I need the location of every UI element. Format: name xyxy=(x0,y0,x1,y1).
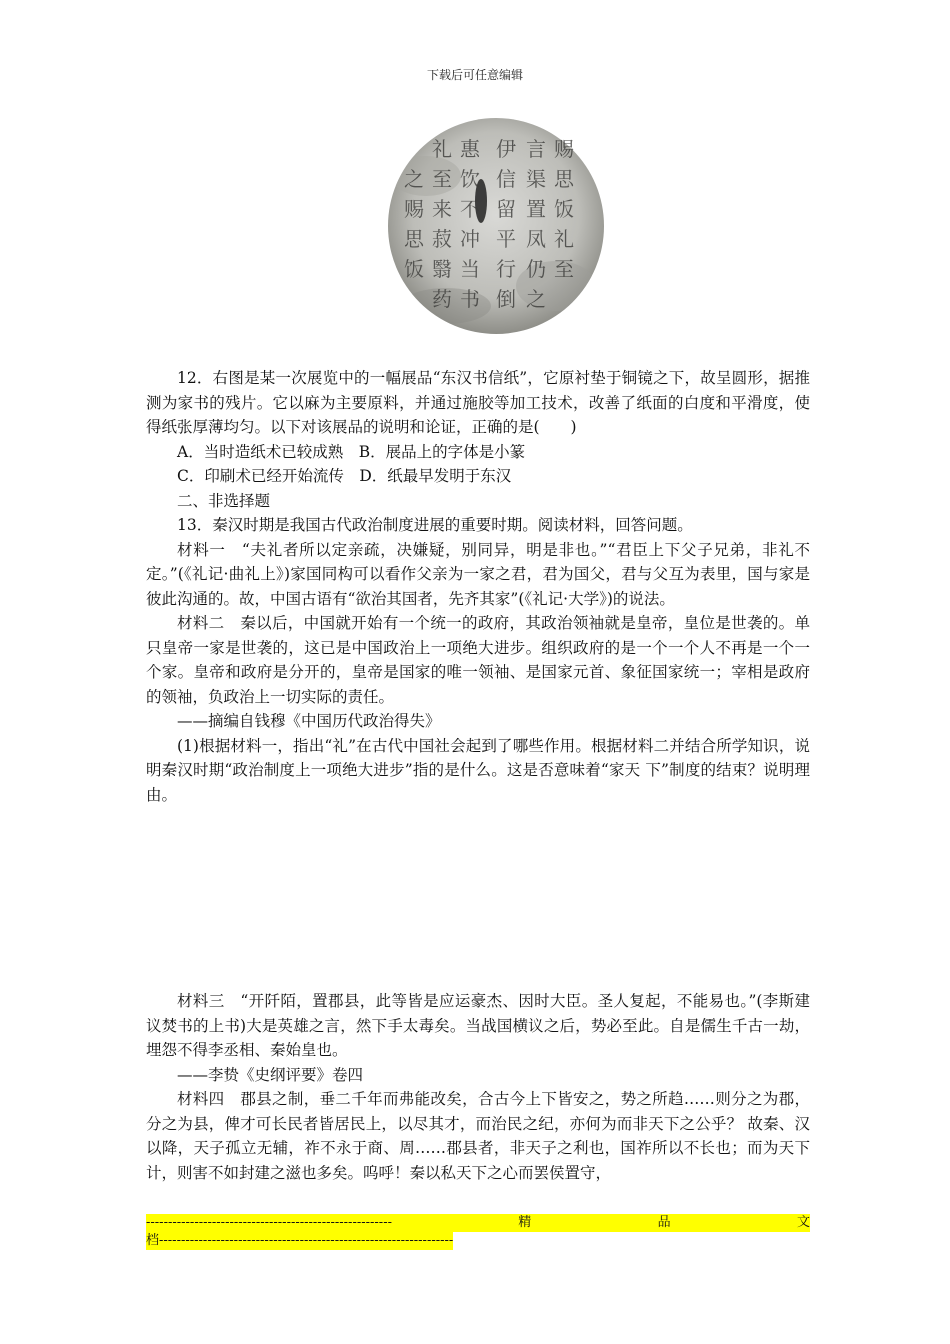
calligraphy-glyph: 饮 xyxy=(460,167,480,191)
calligraphy-glyph: 言 xyxy=(526,137,546,161)
calligraphy-glyph: 至 xyxy=(432,167,452,191)
footer-char-2: 品 xyxy=(657,1215,671,1230)
sub-question-1: (1)根据材料一，指出“礼”在古代中国社会起到了哪些作用。根据材料二并结合所学知识，说明秦汉时期“政治制度上一项绝大进步”指的是什么。这是否意味着“家天 下”制度的结束？说明理由。 xyxy=(146,736,810,804)
calligraphy-glyph: 书 xyxy=(460,287,480,311)
calligraphy-glyph: 行 xyxy=(496,257,516,281)
section-title: 二、非选择题 xyxy=(177,491,271,510)
page-header: 下载后可任意编辑 xyxy=(426,68,523,82)
footer-watermark xyxy=(146,1214,810,1250)
calligraphy-glyph: 平 xyxy=(496,227,516,251)
calligraphy-glyph: 当 xyxy=(460,257,480,281)
calligraphy-glyph: 置 xyxy=(526,197,546,221)
q12-options-cd: C．印刷术已经开始流传 D．纸最早发明于东汉 xyxy=(177,467,512,485)
calligraphy-glyph: 伊 xyxy=(496,137,516,161)
material-2-source: ——摘编自钱穆《中国历代政治得失》 xyxy=(177,712,441,730)
material-1: 材料一 “夫礼者所以定亲疏，决嫌疑，别同异，明是非也。”“君臣上下父子兄弟，非礼不定。”(《礼记·曲礼上》)家国同构可以看作父亲为一家之君，君为国父，君与父互为表里，国与家是彼此沟通的。故，中国古语有“欲治其国者，先齐其家”(《礼记·大学》)的说法。 xyxy=(146,540,810,608)
calligraphy-glyph: 冲 xyxy=(460,227,480,251)
material-3-source: ——李贽《史纲评要》卷四 xyxy=(177,1065,364,1084)
material-3: 材料三 “开阡陌，置郡县，此等皆是应运豪杰、因时大臣。圣人复起，不能易也。”(李斯建议焚书的上书)大是英雄之言，然下手太毒矣。当战国横议之后，势必至此。自是儒生千古一劫，埋怨不得李丞相、秦始皇也。 xyxy=(146,992,810,1059)
footer-dashes: -------------------------------------------------------- xyxy=(146,1215,392,1230)
calligraphy-glyph: 惠 xyxy=(460,137,480,161)
calligraphy-glyph: 信 xyxy=(496,167,516,191)
calligraphy-glyph: 至 xyxy=(554,257,574,281)
letter-paper-photo xyxy=(386,116,606,336)
calligraphy-glyph: 礼 xyxy=(432,137,452,161)
q12-options-ab: A．当时造纸术已较成熟 B．展品上的字体是小篆 xyxy=(177,442,526,461)
answer-space xyxy=(146,807,810,989)
calligraphy-glyph: 翳 xyxy=(432,257,452,281)
calligraphy-glyph: 饭 xyxy=(404,257,424,281)
footer-char-1: 精 xyxy=(518,1215,532,1230)
calligraphy-glyph: 礼 xyxy=(554,227,574,251)
calligraphy-glyph: 药 xyxy=(432,287,452,311)
q12-stem: 12．右图是某一次展览中的一幅展品“东汉书信纸”，它原衬垫于铜镜之下，故呈圆形，据推测为家书的残片。它以麻为主要原料，并通过施胶等加工技术，改善了纸面的白度和平滑度，使得纸张厚薄均匀。以下对该展品的说明和论证，正确的是( ) xyxy=(146,369,810,436)
calligraphy-glyph: 思 xyxy=(404,227,424,251)
footer-row-2: 档------------------------------------------------------------------- xyxy=(146,1233,454,1248)
calligraphy-glyph: 倒 xyxy=(496,287,516,311)
calligraphy-glyph: 赐 xyxy=(404,197,424,221)
calligraphy-glyph: 仍 xyxy=(526,257,546,281)
material-4: 材料四 郡县之制，垂二千年而弗能改矣，合古今上下皆安之，势之所趋……则分之为郡，分之为县，俾才可长民者皆居民上，以尽其才，而治民之纪，亦何为而非天下之公乎？ 故秦、汉以降，天子孤立无辅，祚不永于商、周……郡县者，非天子之利也，国祚所以不长也；而为天下计，则害不如封建之滋也多矣。呜呼！秦以私天下之心而罢侯置守， xyxy=(146,1090,810,1182)
calligraphy-glyph: 凤 xyxy=(526,227,546,251)
calligraphy-glyph: 之 xyxy=(526,287,546,311)
calligraphy-glyph: 思 xyxy=(554,167,574,191)
calligraphy-glyph: 赐 xyxy=(554,137,574,161)
calligraphy-glyph: 来 xyxy=(432,197,452,221)
calligraphy-glyph: 留 xyxy=(496,197,516,221)
calligraphy-glyph: 渠 xyxy=(526,167,546,191)
q13-intro: 13．秦汉时期是我国古代政治制度进展的重要时期。阅读材料，回答问题。 xyxy=(177,516,693,534)
calligraphy-glyph: 饭 xyxy=(554,197,574,221)
material-2: 材料二 秦以后，中国就开始有一个统一的政府，其政治领袖就是皇帝，皇位是世袭的。单只皇帝一家是世袭的，这已是中国政治上一项绝大进步。组织政府的是一个一个人不再是一个一个家。皇帝和政府是分开的，皇帝是国家的唯一领袖、是国家元首、象征国家统一；宰相是政府的领袖，负政治上一切实际的责任。 xyxy=(146,614,810,706)
calligraphy-glyph: 不 xyxy=(460,197,480,221)
footer-char-3: 文 xyxy=(796,1215,810,1230)
calligraphy-glyph: 之 xyxy=(404,167,424,191)
question-content xyxy=(146,366,810,1185)
calligraphy-glyph: 菽 xyxy=(432,227,452,251)
